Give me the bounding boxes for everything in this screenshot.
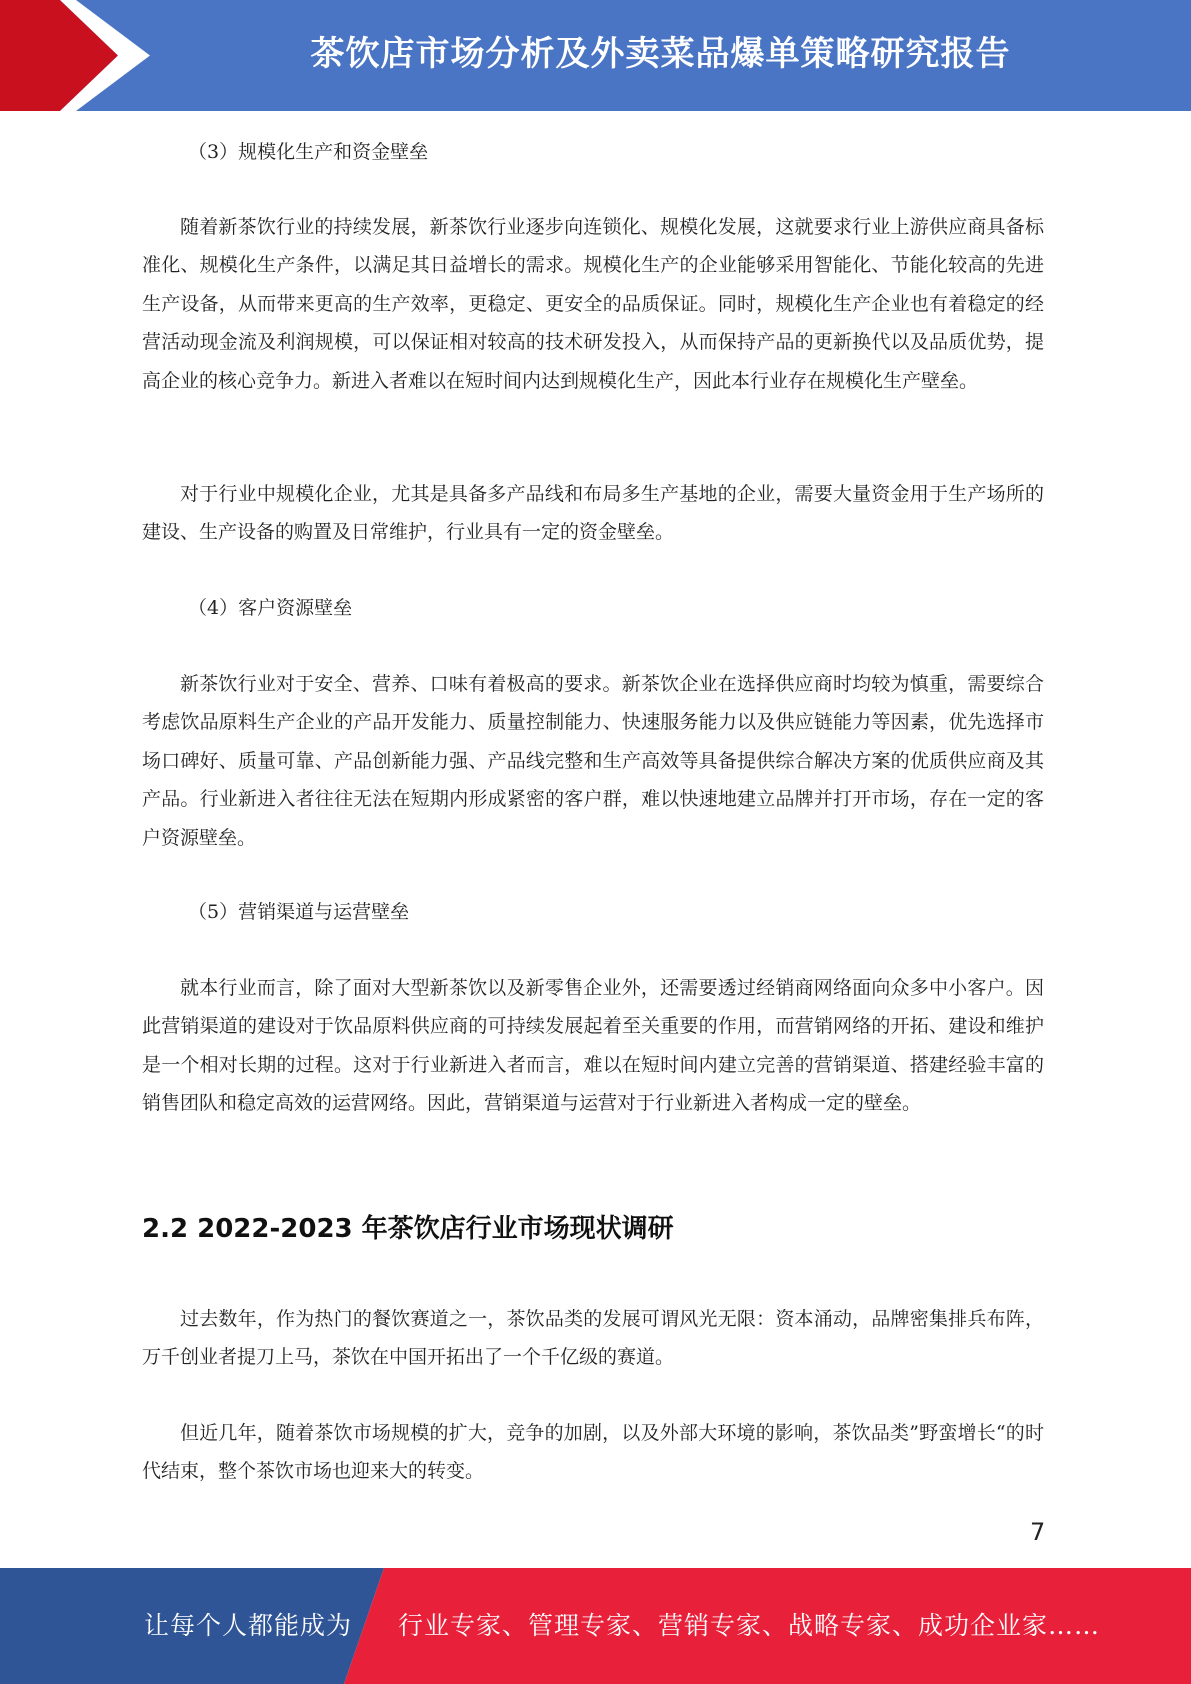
section-3-paragraph-1: 随着新茶饮行业的持续发展，新茶饮行业逐步向连锁化、规模化发展，这就要求行业上游供应商具备标准化、规模化生产条件，以满足其日益增长的需求。规模化生产的企业能够采用智能化、节能化较高的先进生产设备，从而带来更高的生产效率，更稳定、更安全的品质保证。同时，规模化生产企业也有着稳定的经营活动现金流及利润规模，可以保证相对较高的技术研发投入，从而保持产品的更新换代以及品质优势，提高企业的核心竞争力。新进入者难以在短时间内达到规模化生产，因此本行业存在规模化生产壁垒。 (142, 216, 1044, 392)
page-header (0, 0, 1191, 111)
page-footer (0, 1568, 1191, 1684)
footer-slogan-right: 行业专家、管理专家、营销专家、战略专家、成功企业家…… (398, 1611, 1101, 1640)
footer-slogan-left: 让每个人都能成为 (144, 1611, 353, 1640)
header-arrow-logo (0, 0, 160, 111)
report-title: 茶饮店市场分析及外卖菜品爆单策略研究报告 (310, 34, 1011, 74)
section-4-heading: （4）客户资源壁垒 (188, 597, 353, 619)
section-4-paragraph-1: 新茶饮行业对于安全、营养、口味有着极高的要求。新茶饮企业在选择供应商时均较为慎重，需要综合考虑饮品原料生产企业的产品开发能力、质量控制能力、快速服务能力以及供应链能力等因素，优先选择市场口碑好、质量可靠、产品创新能力强、产品线完整和生产高效等具备提供综合解决方案的优质供应商及其产品。行业新进入者往往无法在短期内形成紧密的客户群，难以快速地建立品牌并打开市场，存在一定的客户资源壁垒。 (142, 673, 1044, 849)
section-2-2-paragraph-2: 但近几年，随着茶饮市场规模的扩大，竞争的加剧，以及外部大环境的影响，茶饮品类”野蛮增长“的时代结束，整个茶饮市场也迎来大的转变。 (142, 1422, 1044, 1483)
page-number: 7 (1030, 1518, 1046, 1546)
section-2-2-paragraph-1: 过去数年，作为热门的餐饮赛道之一，茶饮品类的发展可谓风光无限：资本涌动，品牌密集排兵布阵，万千创业者提刀上马，茶饮在中国开拓出了一个千亿级的赛道。 (142, 1308, 1044, 1369)
section-3-heading: （3）规模化生产和资金壁垒 (188, 141, 429, 163)
section-2-2-heading: 2.2 2022-2023 年茶饮店行业市场现状调研 (142, 1214, 674, 1244)
section-5-heading: （5）营销渠道与运营壁垒 (188, 901, 410, 923)
section-3-paragraph-2: 对于行业中规模化企业，尤其是具备多产品线和布局多生产基地的企业，需要大量资金用于生产场所的建设、生产设备的购置及日常维护，行业具有一定的资金壁垒。 (142, 483, 1044, 544)
section-5-paragraph-1: 就本行业而言，除了面对大型新茶饮以及新零售企业外，还需要透过经销商网络面向众多中小客户。因此营销渠道的建设对于饮品原料供应商的可持续发展起着至关重要的作用，而营销网络的开拓、建设和维护是一个相对长期的过程。这对于行业新进入者而言，难以在短时间内建立完善的营销渠道、搭建经验丰富的销售团队和稳定高效的运营网络。因此，营销渠道与运营对于行业新进入者构成一定的壁垒。 (142, 977, 1044, 1115)
